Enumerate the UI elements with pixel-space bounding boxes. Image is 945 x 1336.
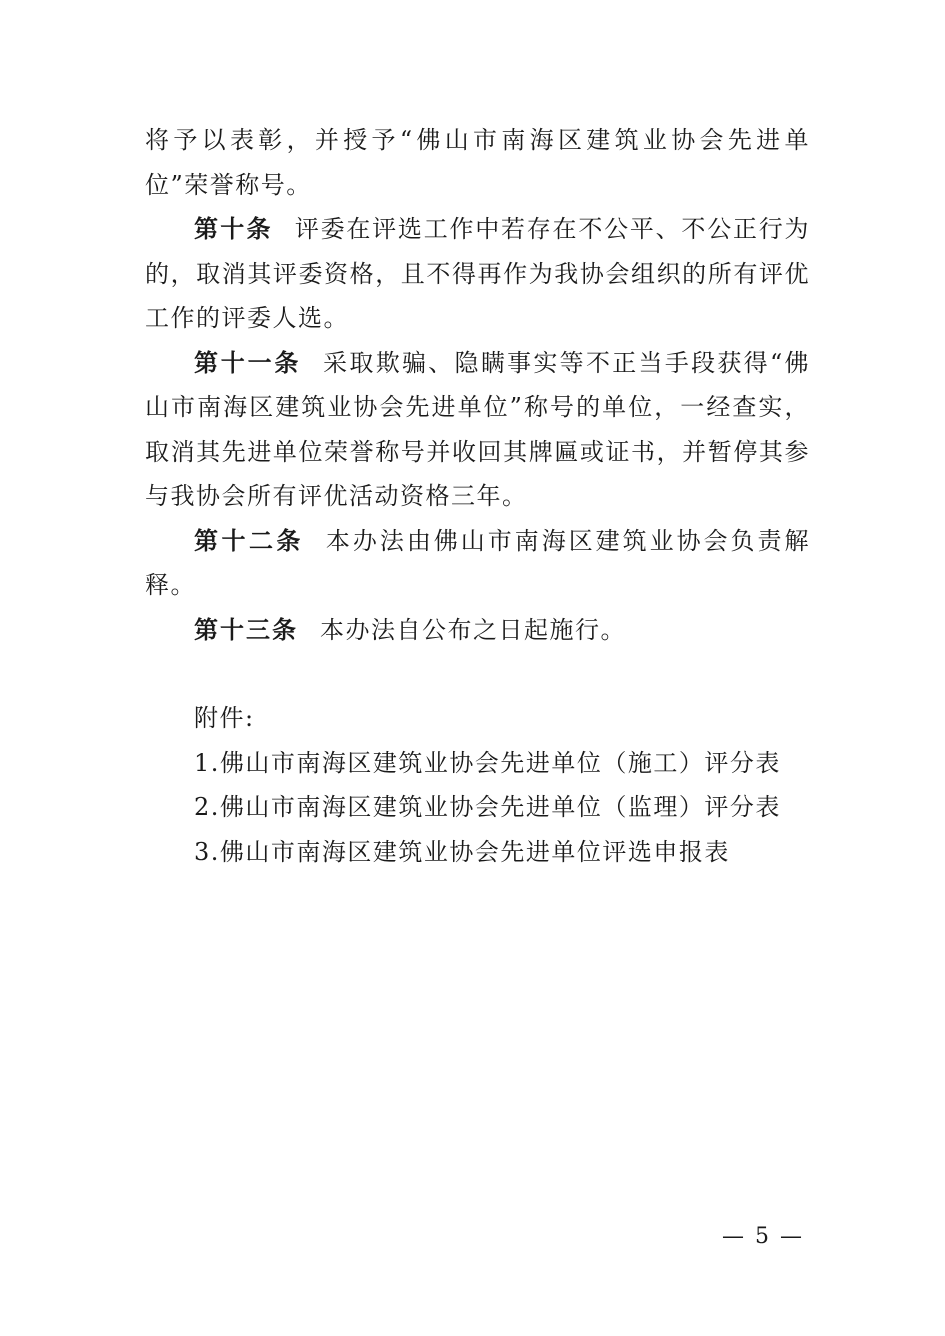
article-text: 本办法自公布之日起施行。	[320, 615, 626, 644]
article-text: 采取欺骗、隐瞒事实等不正当手段获得“佛山市南海区建筑业协会先进单位”称号的单位，一经查实，取消其先进单位荣誉称号并收回其牌匾或证书，并暂停其参与我协会所有评优活动资格三年。	[145, 348, 810, 510]
article-heading: 第十一条	[194, 348, 302, 377]
attachment-item: 3.佛山市南海区建筑业协会先进单位评选申报表	[194, 837, 730, 866]
article-text: 评委在评选工作中若存在不公平、不公正行为的，取消其评委资格，且不得再作为我协会组织的所有评优工作的评委人选。	[145, 215, 811, 332]
blank-line	[145, 652, 810, 696]
page-number: — 5 —	[722, 1224, 804, 1249]
article-heading: 第十条	[194, 215, 273, 243]
document-body	[145, 118, 810, 874]
attachment-item: 2.佛山市南海区建筑业协会先进单位（监理）评分表	[194, 793, 781, 821]
attachments-heading: 附件:	[194, 704, 255, 732]
article-heading: 第十二条	[194, 526, 304, 555]
paragraph-text: 将予以表彰，并授予“佛山市南海区建筑业协会先进单位”荣誉称号。	[145, 126, 810, 199]
attachment-item: 1.佛山市南海区建筑业协会先进单位（施工）评分表	[194, 748, 781, 777]
article-text: 本办法由佛山市南海区建筑业协会负责解释。	[145, 526, 811, 599]
article-10	[145, 207, 810, 341]
article-12	[145, 519, 810, 608]
article-13	[145, 608, 810, 653]
paragraph-continuation	[145, 118, 810, 207]
article-heading: 第十三条	[194, 615, 298, 644]
article-11	[145, 341, 810, 519]
